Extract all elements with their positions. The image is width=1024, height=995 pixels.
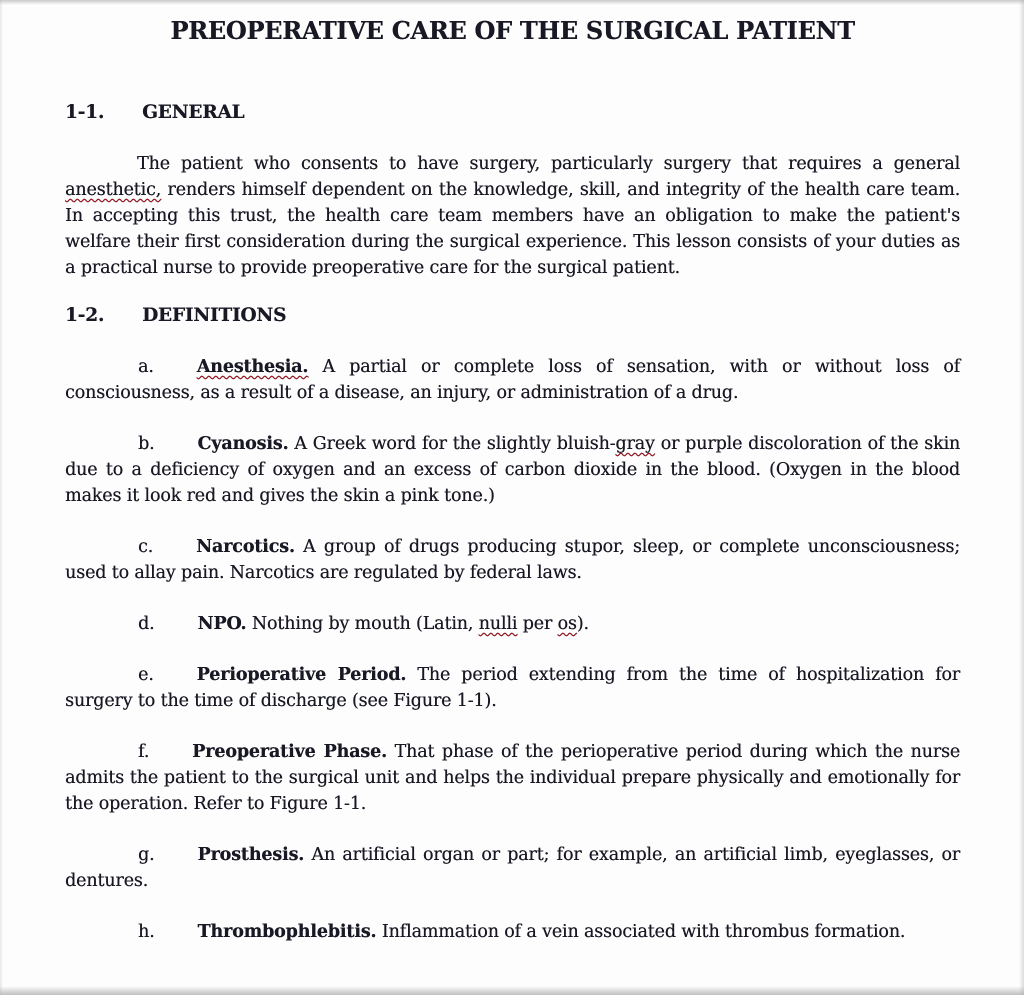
definition-term: Narcotics.: [196, 537, 295, 557]
text-run: The period extending from the time of hospitalization for surgery to the time of discharge (see Figure 1-1).: [65, 665, 960, 711]
section-heading-general: [65, 100, 960, 126]
definition-term: Thrombophlebitis.: [197, 922, 377, 942]
definition-term: Preoperative Phase.: [192, 742, 387, 762]
definition-item-f: [65, 739, 960, 817]
definition-item-b: [65, 431, 960, 509]
general-paragraph: [65, 151, 960, 281]
text-run: Nothing by mouth (Latin,: [246, 614, 479, 634]
scan-edge-left: [0, 0, 3, 995]
scan-edge-bottom: [0, 986, 1024, 995]
item-letter: f.: [138, 742, 150, 762]
misspelled-word: nulli: [478, 614, 518, 634]
definition-item-d: [65, 611, 960, 637]
text-run: or purple discoloration of the skin due to a deficiency of oxygen and an excess of carbon dioxide in the blood. (Oxygen in the blood makes it look red and gives the skin a pink tone.): [65, 434, 961, 506]
scan-edge-top: [0, 0, 1024, 5]
item-letter: g.: [138, 845, 155, 865]
item-letter: b.: [138, 434, 155, 454]
definition-text: [65, 665, 960, 711]
text-run: An artificial organ or part; for example, an artificial limb, eyeglasses, or dentures.: [65, 845, 960, 891]
item-letter: h.: [138, 922, 155, 942]
text-run: Inflammation of a vein associated with thrombus formation.: [376, 922, 906, 942]
text-run: A partial or complete loss of sensation, with or without loss of consciousness, as a result of a disease, an injury, or administration of a drug.: [65, 357, 960, 403]
misspelled-word: anesthetic,: [65, 180, 162, 200]
text-run: A Greek word for the slightly bluish-: [288, 434, 616, 454]
definition-item-h: [65, 919, 960, 945]
text-run: per: [517, 614, 558, 634]
section-number: 1-1.: [65, 102, 105, 123]
definition-text: [65, 357, 960, 403]
text-run: That phase of the perioperative period during which the nurse admits the patient to the surgical unit and helps the individual prepare physically and emotionally for the operation. Refer to Figure 1-1.: [65, 742, 960, 814]
definition-term: Perioperative Period.: [196, 665, 407, 685]
section-heading-label: DEFINITIONS: [142, 305, 287, 326]
section-heading-label: GENERAL: [142, 102, 245, 123]
document-title: PREOPERATIVE CARE OF THE SURGICAL PATIENT: [170, 16, 855, 45]
definition-text: [65, 845, 960, 891]
definition-text: [65, 434, 960, 506]
definition-item-g: [65, 842, 960, 894]
definition-term: Prosthesis.: [197, 845, 305, 865]
definition-item-c: [65, 534, 960, 586]
misspelled-word: gray: [615, 434, 655, 454]
text-run: ).: [576, 614, 589, 634]
item-letter: e.: [138, 665, 154, 685]
definition-text: [65, 537, 960, 583]
text-run: A group of drugs producing stupor, sleep, or complete unconsciousness; used to allay pain. Narcotics are regulated by federal laws.: [65, 537, 960, 583]
definition-text: [65, 742, 960, 814]
definition-term: Cyanosis.: [197, 434, 289, 454]
section-number: 1-2.: [65, 305, 105, 326]
text-run: The patient who consents to have surgery, particularly surgery that requires a general: [137, 154, 960, 174]
definition-item-a: [65, 354, 960, 406]
item-letter: d.: [138, 614, 155, 634]
definition-text: [197, 614, 588, 634]
scan-edge-right: [1019, 0, 1024, 995]
definition-text: [198, 922, 906, 942]
definition-item-e: [65, 662, 960, 714]
misspelled-word: Anesthesia.: [196, 357, 309, 377]
misspelled-word: os: [557, 614, 577, 634]
item-letter: c.: [138, 537, 154, 557]
section-heading-definitions: [65, 303, 960, 329]
text-run: renders himself dependent on the knowledge, skill, and integrity of the health care team. In accepting this trust, the health care team members have an obligation to make the patient's welfare their first consideration during the surgical experience. This lesson consists of your duties as a practical nurse to provide preoperative care for the surgical patient.: [65, 180, 960, 278]
item-letter: a.: [138, 357, 154, 377]
definition-term: NPO.: [197, 614, 247, 634]
